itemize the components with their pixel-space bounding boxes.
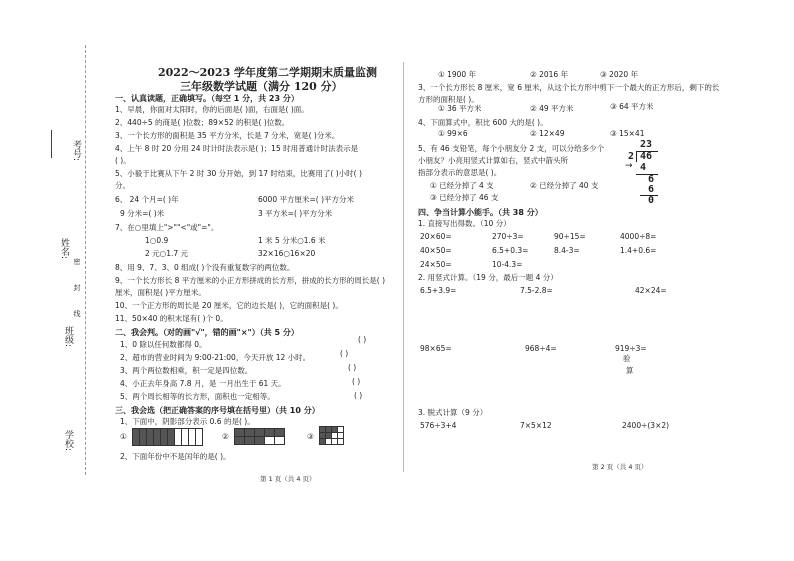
vertical-calc-4: 98×65= [420, 344, 452, 353]
mixed-calc-1: 576÷3+4 [420, 421, 457, 430]
division-divisor: 2 [628, 151, 635, 162]
question-1-10: 10、一个正方形的周长是 20 厘米，它的边长是( )，它的面积是( )。 [115, 301, 343, 310]
division-rule [636, 174, 658, 175]
class-label: 班级: [63, 326, 73, 348]
section-4-heading: 四、争当计算小能手。（共 38 分） [418, 208, 543, 217]
question-3-5-cont2: 指部分表示的意思是( )。 [418, 168, 502, 177]
calc-10: 10-4.3= [492, 260, 523, 269]
empty-cell [337, 438, 344, 445]
vertical-calc-1: 6.5+3.9= [420, 286, 457, 295]
question-3-1: 1、下面中，阴影部分表示 0.6 的是( )。 [120, 417, 255, 426]
section-1-heading: 一、认真读题，正确填写。（每空 1 分，共 23 分） [115, 94, 299, 103]
calc-1: 20×60= [420, 232, 452, 241]
question-2-2: 2、超市的营业时间为 9:00-21:00，今天开放 12 小时。 [120, 353, 311, 362]
question-3-3-cont: 方形的面积是( )。 [418, 95, 479, 104]
calc-2: 270÷3= [492, 232, 524, 241]
question-2-4: 4、小正去年身高 7.8 月，是 一月出生于 61 天。 [120, 379, 286, 388]
vertical-calc-2: 7.5-2.8= [520, 286, 553, 295]
option-2020: ③ 2020 年 [600, 70, 639, 79]
calc-4: 4000÷8= [620, 232, 657, 241]
question-3-4: 4、下面算式中，积比 600 大的是( )。 [418, 118, 548, 127]
answer-paren-2-4[interactable]: ( ) [352, 377, 361, 386]
question-1-1: 1、早晨，你面对太阳时，你的后面是( )面，右面是( )面。 [115, 105, 309, 114]
option-2-marker: ② [222, 432, 229, 441]
answer-paren-2-5[interactable]: ( ) [354, 391, 363, 400]
question-1-4-cont: ( )。 [115, 156, 131, 165]
seal-mark-xian: 线 [73, 310, 81, 317]
mixed-calc-3: 2400÷(3×2) [622, 421, 670, 430]
answer-paren-2-2[interactable]: ( ) [340, 349, 349, 358]
calc-5: 40×50= [420, 246, 452, 255]
calc-6: 6.5+0.3= [492, 246, 529, 255]
question-1-5-cont: 分。 [115, 181, 130, 190]
option-64: ③ 64 平方米 [610, 102, 654, 111]
question-2-5: 5、两个周长相等的长方形，面积也一定相等。 [120, 392, 275, 401]
school-label: 学校: [63, 430, 73, 452]
option-2016: ② 2016 年 [530, 70, 569, 79]
option-1-marker: ① [120, 432, 127, 441]
section-4-3-heading: 3. 脱式计算（9 分） [418, 408, 488, 417]
check-label-1: 验 [623, 354, 631, 363]
question-1-6c: 9 分米=( )米 [120, 209, 165, 218]
section-4-2-heading: 2. 用竖式计算。（19 分，最后一题 4 分） [418, 273, 558, 282]
question-1-11: 11、50×40 的积末尾有( )个 0。 [115, 314, 228, 323]
question-1-9-cont: 厘米，面积是( )平方厘米。 [115, 288, 206, 297]
question-1-8: 8、用 9、7、3、0 组成( )个没有重复数字的两位数。 [115, 263, 295, 272]
question-1-7d: 32×16○16×20 [258, 249, 316, 258]
vertical-calc-3: 42×24= [635, 286, 667, 295]
seal-mark-mi: 密 [73, 258, 81, 265]
empty-cell [195, 428, 203, 446]
section-2-heading: 二、我会判。（对的画"√"，错的画"×"）（共 5 分） [115, 328, 299, 337]
seal-mark-feng: 封 [73, 284, 81, 291]
mixed-calc-2: 7×5×12 [520, 421, 552, 430]
division-dividend: 46 [640, 151, 653, 162]
name-label: 姓名: [59, 238, 69, 260]
question-1-6b: 6000 平方厘米=( )平方分米 [258, 195, 354, 204]
division-quotient: 23 [640, 139, 653, 150]
option-49: ② 49 平方米 [530, 104, 574, 113]
question-1-7b: 1 米 5 分米○1.6 米 [258, 236, 326, 245]
answer-paren-2-1[interactable]: ( ) [358, 335, 367, 344]
section-3-heading: 三、我会选（把正确答案的序号填在括号里）（共 10 分） [115, 406, 320, 415]
option-4-pencils: ① 已经分掉了 4 支 [430, 181, 494, 190]
vertical-calc-5: 968÷4= [525, 344, 557, 353]
option-99x6: ① 99×6 [438, 129, 468, 138]
calc-8: 1.4+0.6= [620, 246, 657, 255]
question-2-1: 1、0 除以任何数都得 0。 [120, 340, 207, 349]
empty-cell [274, 436, 285, 445]
question-3-5-cont: 小朋友？小亮用竖式计算如右，竖式中箭头所 [418, 156, 568, 165]
vertical-calc-6: 919÷3= [615, 344, 647, 353]
option-3-marker: ③ [307, 432, 314, 441]
binding-dashed-line [85, 45, 86, 475]
page-footer-1: 第 1 页（共 4 页） [260, 475, 316, 483]
page-footer-2: 第 2 页（共 4 页） [592, 463, 648, 471]
question-1-7c: 2 元○1.7 元 [145, 249, 189, 258]
calc-9: 24×50= [420, 260, 452, 269]
exam-subtitle: 三年级数学试题（满分 120 分） [180, 80, 343, 93]
question-3-5: 5、有 46 支铅笔，每个小朋友分 2 支，可以分给多少个 [418, 144, 605, 153]
question-1-4: 4、上午 8 时 20 分用 24 时计时法表示是( )；15 时用普通计时法表示是 [115, 144, 359, 153]
question-2-3: 3、两个两位数相乘，积一定是四位数。 [120, 366, 253, 375]
division-step-1: 4 [640, 162, 647, 173]
section-4-1-heading: 1. 直接写出得数。（10 分） [418, 219, 511, 228]
question-1-2: 2、440÷5 的商是( )位数；89×52 的积是( )位数。 [115, 118, 290, 127]
arrow-icon: → [625, 161, 633, 171]
option-46-pencils: ③ 已经分掉了 46 支 [430, 193, 499, 202]
question-1-6a: 6、 24 个月=( )年 [115, 195, 179, 204]
question-3-2: 2、下面年份中不是闰年的是( )。 [120, 452, 231, 461]
question-1-3: 3、一个长方形的面积是 35 平方分米，长是 7 分米，宽是( )分米。 [115, 131, 340, 140]
option-12x49: ② 12×49 [530, 129, 565, 138]
question-3-3: 3、一个长方形长 8 厘米，宽 6 厘米，从这个长方形中剪下一个最大的正方形后，剩下的长 [418, 83, 720, 92]
division-bracket [636, 151, 637, 162]
division-step-2: 6 [648, 174, 655, 185]
question-1-7: 7、在○里填上">""<"或"="。 [115, 223, 219, 232]
question-1-6d: 3 平方米=( )平方分米 [258, 209, 333, 218]
option-40-pencils: ② 已经分掉了 40 支 [530, 181, 599, 190]
option-1900: ① 1900 年 [438, 70, 477, 79]
calc-7: 8.4-3= [554, 246, 580, 255]
question-1-5: 5、小毅于比赛从下午 2 时 30 分开始，到 17 时结束，比赛用了( )小时( ) [115, 169, 362, 178]
question-1-7a: 1○0.9 [145, 236, 169, 245]
answer-paren-2-3[interactable]: ( ) [348, 363, 357, 372]
exam-number-line [51, 130, 52, 158]
exam-number-label: 考号: [71, 140, 81, 162]
calc-3: 90÷15= [554, 232, 586, 241]
division-step-3: 6 [648, 184, 655, 195]
exam-title: 2022～2023 学年度第二学期期末质量监测 [158, 66, 378, 79]
division-remainder: 0 [648, 195, 655, 206]
page-divider [403, 62, 404, 472]
option-15x41: ③ 15×41 [610, 129, 645, 138]
option-36: ① 36 平方米 [438, 104, 482, 113]
check-label-2: 算 [626, 366, 634, 375]
question-1-9: 9、一个长方形长 8 平方厘米的小正方形拼成的长方形，拼成的长方形的周长是( ) [115, 276, 386, 285]
